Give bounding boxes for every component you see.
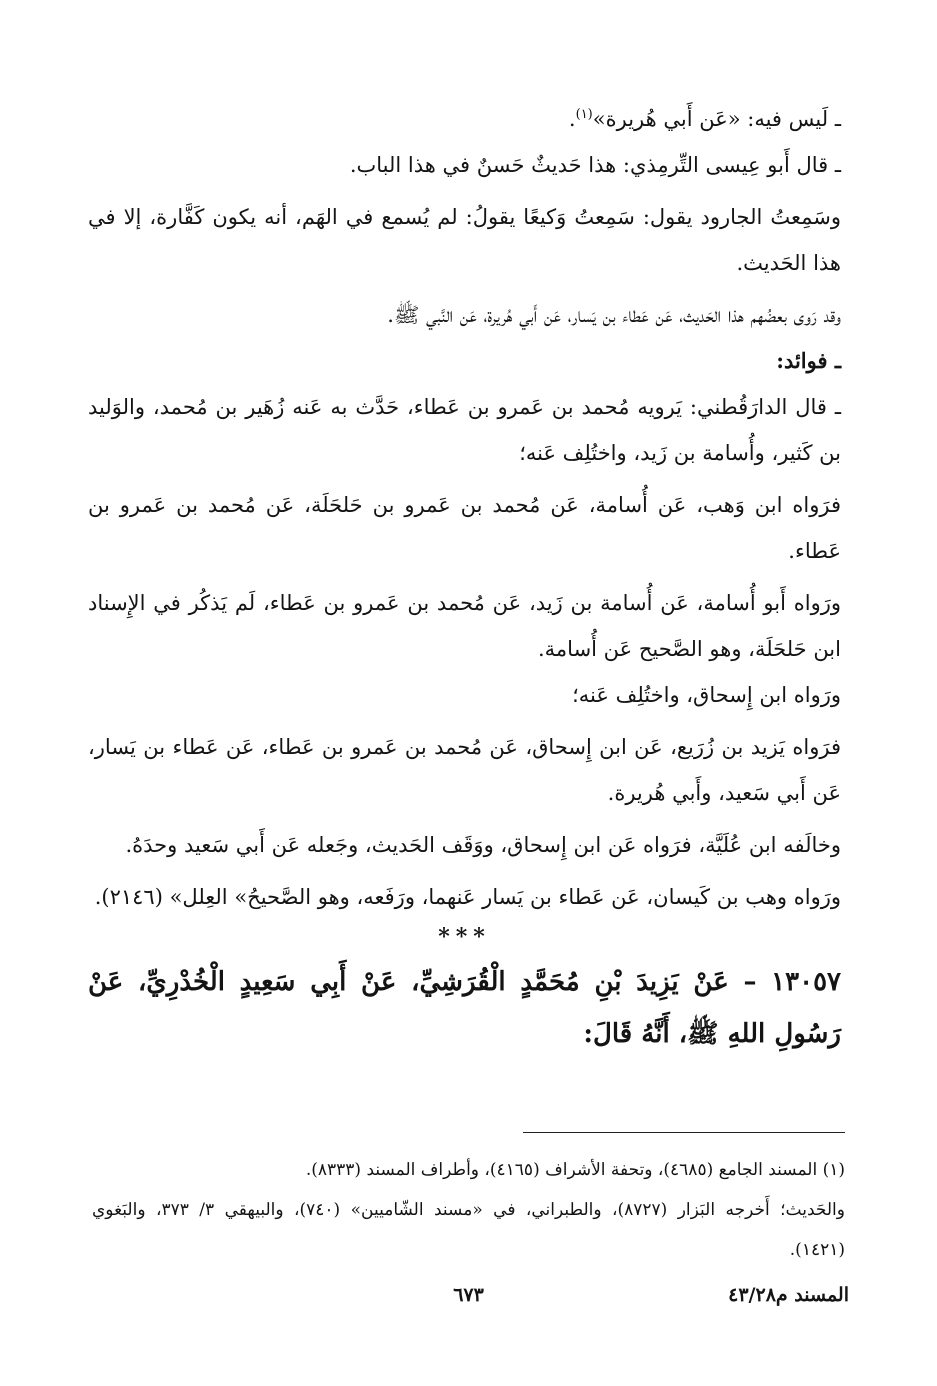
- main-text: [88, 92, 841, 1060]
- text-paragraph: ورَواه وهب بن كَيسان، عَن عَطاء بن يَسار عَنهما، ورَفَعه، وهو الصَّحيحُ» العِلل» (٢١٤٦).: [94, 885, 841, 909]
- footnote-marker[interactable]: (١): [575, 107, 593, 122]
- text-paragraph: ورَواه أَبو أُسامة، عَن أُسامة بن زَيد، عَن مُحمد بن عَمرو بن عَطاء، لَم يَذكُر في الإِسناد ابن حَلحَلَة، وهو الصَّحيح عَن أُسامة.: [88, 591, 841, 661]
- footnotes: [92, 1150, 845, 1270]
- page-number: ٦٧٣: [453, 1284, 484, 1306]
- section-heading: ـ فوائد:: [776, 348, 841, 373]
- footnote-continuation: والحَديث؛ أَخرجه البَزار (٨٧٢٧)، والطبراني، في «مسند الشّاميين» (٧٤٠)، والبيهقي ٣/ ٣٧٣، والبَغوي (١٤٢١).: [92, 1200, 845, 1260]
- text-paragraph: ورَواه ابن إِسحاق، واختُلِف عَنه؛: [572, 683, 841, 707]
- text-paragraph: وخالَفه ابن عُلَيَّة، فرَواه عَن ابن إِسحاق، ووَقَف الحَديث، وجَعله عَن أَبي سَعيد وحدَهُ.: [125, 833, 841, 857]
- text-paragraph: وقد رَوى بعضُهم هذا الحَديث، عَن عَطاء بن يَسار، عَن أَبي هُريرة، عَن النَّبي ﷺ.: [387, 303, 841, 327]
- footnote-divider: [523, 1132, 845, 1133]
- paragraph-end: .: [568, 107, 576, 131]
- section-separator: ***: [438, 924, 491, 950]
- text-paragraph: [88, 92, 841, 142]
- paragraph-text: ـ لَيس فيه: «عَن أَبي هُريرة»: [592, 107, 841, 131]
- text-paragraph: ـ قال أَبو عِيسى التِّرمِذي: هذا حَديثٌ حَسنٌ في هذا الباب.: [349, 153, 841, 177]
- text-paragraph: ـ قال الدارَقُطني: يَرويه مُحمد بن عَمرو بن عَطاء، حَدَّث به عَنه زُهَير بن مُحمد، والوَليد بن كَثير، وأُسامة بن زَيد، واختُلِف عَنه؛: [88, 395, 841, 465]
- text-paragraph: فرَواه ابن وَهب، عَن أُسامة، عَن مُحمد بن عَمرو بن حَلحَلَة، عَن مُحمد بن عَمرو بن عَطاء.: [88, 493, 841, 563]
- text-paragraph: وسَمِعتُ الجارود يقول: سَمِعتُ وَكيعًا يقولُ: لم يُسمع في الهَم، أنه يكون كَفَّارة، إلا في هذا الحَديث.: [88, 205, 841, 275]
- hadith-text: ١٣٠٥٧ – عَنْ يَزِيدَ بْنِ مُحَمَّدٍ الْقُرَشِيِّ، عَنْ أَبِي سَعِيدٍ الْخُدْرِيِّ، عَنْ رَسُولِ اللهِ ﷺ، أَنَّهُ قَالَ:: [88, 967, 841, 1049]
- text-paragraph: فرَواه يَزيد بن زُرَيع، عَن ابن إِسحاق، عَن مُحمد بن عَمرو بن عَطاء، عَن عَطاء بن يَسار، عَن أَبي سَعيد، وأَبي هُريرة.: [88, 735, 841, 805]
- page-footer: [88, 1284, 849, 1324]
- footnote-1: (١) المسند الجامع (٤٦٨٥)، وتحفة الأشراف (٤١٦٥)، وأطراف المسند (٨٣٣٣).: [305, 1160, 845, 1180]
- volume-reference: المسند م٤٣/٢٨: [728, 1284, 849, 1306]
